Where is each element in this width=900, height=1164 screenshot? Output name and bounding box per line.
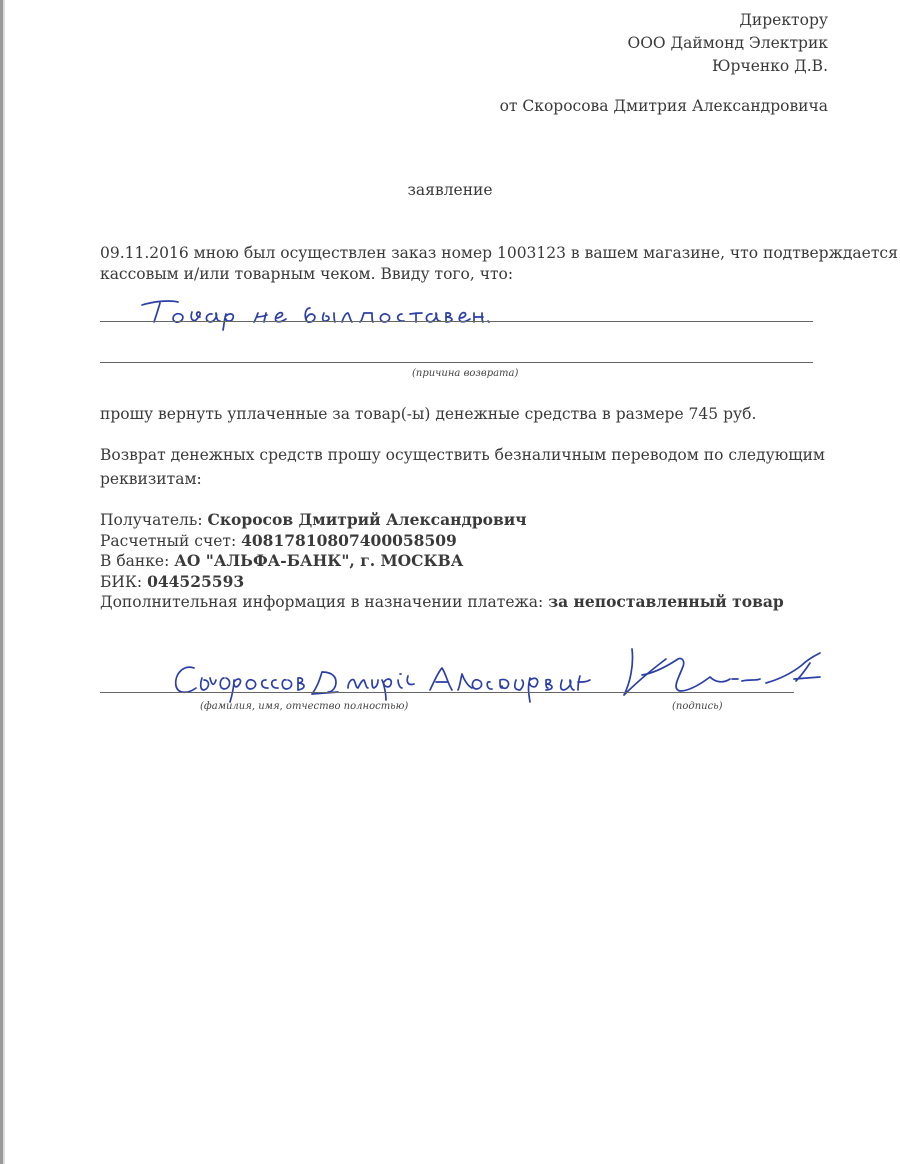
signature-line <box>100 692 794 693</box>
reason-line-2 <box>100 362 813 363</box>
addressee-title: Директору <box>739 11 828 29</box>
transfer-line-2: реквизитам: <box>100 470 202 488</box>
account-value: 40817810807400058509 <box>241 531 457 550</box>
name-caption: (фамилия, имя, отчество полностью) <box>200 701 409 712</box>
recipient-row <box>100 510 527 530</box>
reason-caption: (причина возврата) <box>412 368 519 379</box>
account-label: Расчетный счет: <box>100 532 237 550</box>
recipient-label: Получатель: <box>100 511 203 529</box>
reason-line-1 <box>100 321 813 322</box>
extra-info-value: за непоставленный товар <box>548 592 784 611</box>
bik-value: 044525593 <box>147 572 245 591</box>
intro-line-1: 09.11.2016 мною был осуществлен заказ номер 1003123 в вашем магазине, что подтверждается <box>100 244 898 262</box>
handwritten-reason <box>140 296 490 330</box>
recipient-value: Скоросов Дмитрий Александрович <box>207 510 527 529</box>
handwritten-full-name <box>172 656 592 704</box>
addressee-company: ООО Даймонд Электрик <box>627 34 828 52</box>
signature-scribble <box>620 645 830 707</box>
intro-line-2: кассовым и/или товарным чеком. Ввиду того, что: <box>100 265 514 283</box>
bik-label: БИК: <box>100 573 143 591</box>
extra-info-row <box>100 592 784 612</box>
transfer-line-1: Возврат денежных средств прошу осуществить безналичным переводом по следующим <box>100 446 825 464</box>
bank-label: В банке: <box>100 552 170 570</box>
refund-request: прошу вернуть уплаченные за товар(-ы) денежные средства в размере 745 руб. <box>100 405 757 423</box>
scan-edge-shadow <box>3 0 5 1164</box>
document-title: заявление <box>407 181 493 199</box>
sender-line: от Скоросова Дмитрия Александровича <box>499 97 828 115</box>
addressee-director: Юрченко Д.В. <box>712 57 828 75</box>
bank-value: АО "АЛЬФА-БАНК", г. МОСКВА <box>174 551 464 570</box>
signature-caption: (подпись) <box>672 701 723 712</box>
extra-info-label: Дополнительная информация в назначении платежа: <box>100 593 544 611</box>
account-row <box>100 531 457 551</box>
bik-row <box>100 572 244 592</box>
bank-row <box>100 551 463 571</box>
